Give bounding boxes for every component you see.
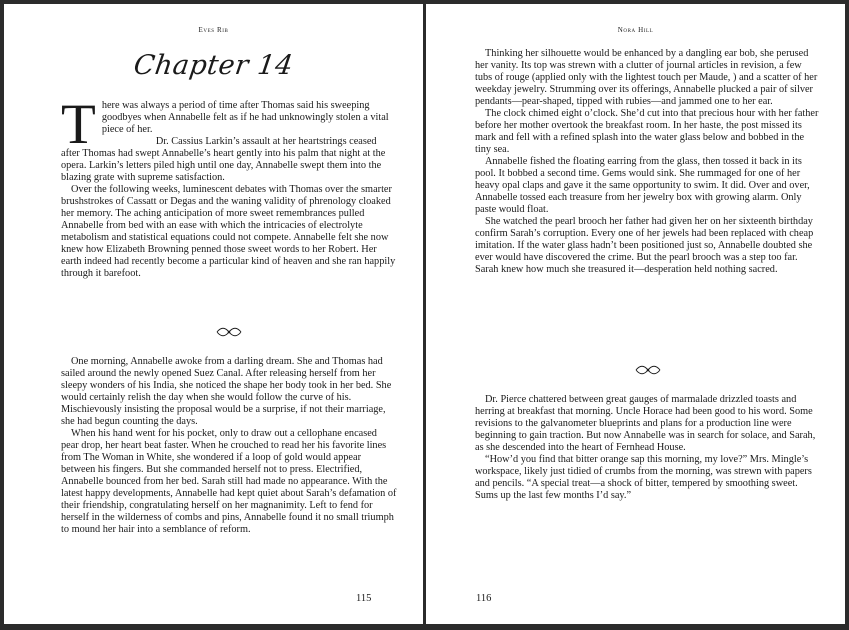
paragraph: Thinking her silhouette would be enhanced by a dangling ear bob, she perused her vanity. Its top was strewn with a clutter of journal articles in revision, a few tubs of rouge (applied only with the lightest touch per Maude, ) and a scatter of her weekday jewelry. Strumming over its offerings, Annabelle plucked a pair of silver pendants—pear-shaped, tipped with rubies—and jammed one to her ear.: [475, 48, 818, 107]
paragraph: When his hand went for his pocket, only to draw out a cellophane encased pear drop, her heart beat faster. When he crouched to read her his favorite lines from The Woman in White, she wondered if a loop of gold would appear between his fingers. But she commanded herself not to press. Electrified, Annabelle bounced from her bed. Sarah still had made no appearance. With the latest happy developments, Annabelle had kept quiet about Sarah’s defamation of their friendship, congratulating herself on her magnanimity. Left to fend for herself in the wilderness of combs and pins, Annabelle found it no small triumph to mound her hair into a semblance of reform.: [61, 428, 397, 535]
paragraph: There was always a period of time after Thomas said his sweeping goodbyes when Annabelle felt as if he had unknowingly stolen a vital piece of her.: [61, 93, 389, 156]
paragraph: Annabelle fished the floating earring from the glass, then tossed it back in its pool. It bobbed a second time. Gems would sink. She rummaged for one of her heavy opal claps and gave it the same opportunity to swim. It did. Over and over, Annabelle tossed each treasure from her jewelry box with growing alarm. Only paste would float.: [475, 156, 810, 215]
paragraph: The clock chimed eight o’clock. She’d cut into that precious hour with her father before her mother overtook the breakfast room. In her haste, the post missed its mark and fell with a refined splash into the water glass below and bobbed in the tiny sea.: [475, 108, 819, 155]
paragraph: Dr. Pierce chattered between great gauges of marmalade drizzled toasts and herring at breakfast that morning. Uncle Horace had been good to his word. Some revisions to the galvanometer blueprints and plans for a production line were beginning to gain traction. But now Annabelle was in search for solace, and Sarah, as she descended into the heart of Fernhead House.: [475, 394, 816, 453]
page-number-right: 116: [476, 593, 492, 604]
section-break-left: [61, 326, 397, 342]
paragraph: Over the following weeks, luminescent debates with Thomas over the smarter brushstrokes of Cassatt or Degas and the waning validity of phrenology cloaked her memory. The aching anticipation of more sweet remembrances pulled Annabelle from bed with an ease with which the intricacies of electrolyte metabolism and statistical equations could not compete. Annabelle felt she now knew how Elizabeth Browning penned those sweet words to her Robert. Her earth indeed had recently become a particular kind of heaven and she ran happily through it barefoot.: [61, 184, 396, 279]
left-text-block-1: [61, 93, 397, 280]
right-page: [426, 4, 845, 624]
drop-cap: T: [61, 93, 96, 156]
section-break-right: [475, 364, 820, 380]
page-number-left: 115: [356, 593, 372, 604]
right-text-block-2: [475, 394, 820, 502]
running-head-left: Eves Rib: [198, 26, 229, 34]
right-text-block-1: [475, 48, 820, 276]
paragraph: She watched the pearl brooch her father had given her on her sixteenth birthday confirm Sarah’s corruption. Every one of her jewels had been replaced with cheap imitation. If the water glass hadn’t been positioned just so, Annabelle doubted she ever would have discovered the crime. But the pearl brooch was a step too far. Sarah knew how much she treasured it—desperation held nothing sacred.: [475, 216, 814, 275]
paragraph: “How’d you find that bitter orange sap this morning, my love?” Mrs. Mingle’s workspace, likely just tidied of crumbs from the morning, was strewn with papers and pencils. “A special treat—a shock of bitter, tempered by smoothing sweet. Sums up the last few months I’d say.”: [475, 454, 812, 501]
chapter-title: Chapter 14: [131, 50, 296, 81]
left-page: [4, 4, 423, 624]
paragraph: Dr. Cassius Larkin’s assault at her heartstrings ceased after Thomas had swept Annabelle’s heart gently into his palm that night at the opera. Larkin’s letters piled high until one day, Annabelle swept them into the blazing grate with supreme satisfaction.: [61, 136, 386, 183]
ornament-flourish-icon: [61, 326, 397, 342]
left-text-block-2: [61, 356, 397, 536]
ornament-flourish-icon: [475, 364, 820, 380]
paragraph: One morning, Annabelle awoke from a darling dream. She and Thomas had sailed around the newly opened Suez Canal. After releasing herself from her sleepy wonders of his India, she noticed the shape her body took in her bed. She would certainly relish the day when she would follow the curve of his. Mischievously insisting the proposal would be a surprise, if not their marriage, she had begun counting the days.: [61, 356, 392, 427]
running-head-right: Nora Hill: [617, 26, 654, 34]
